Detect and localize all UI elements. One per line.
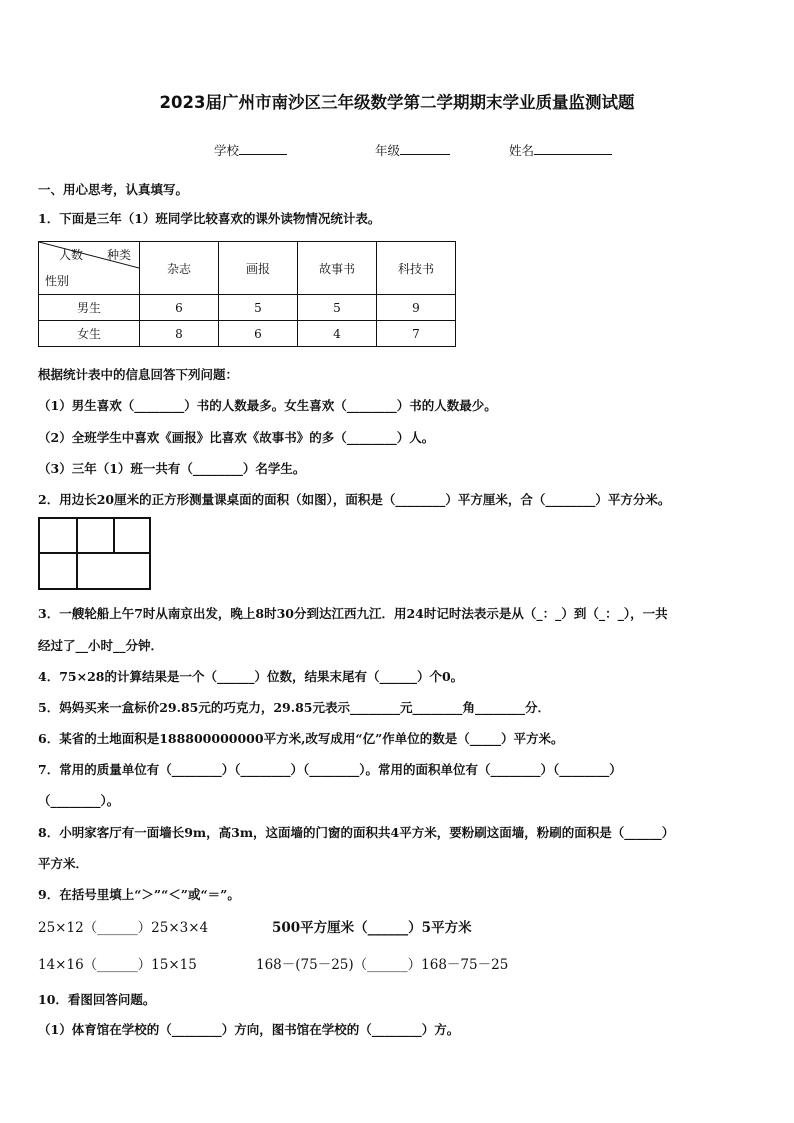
question-1-sub-1: （1）男生喜欢（________）书的人数最多。女生喜欢（________）书的人数最少。 [38, 398, 497, 413]
row-label: 女生 [39, 321, 140, 347]
comparison-d: 168－(75－25)（______）168－75－25 [256, 957, 509, 973]
question-4: 4．75×28的计算结果是一个（______）位数，结果末尾有（______）个0。 [38, 669, 464, 684]
question-10: 10．看图回答问题。 [38, 992, 156, 1007]
table-cell: 4 [298, 321, 377, 347]
comparison-a: 25×12（______）25×3×4 [38, 920, 209, 936]
row-label: 男生 [39, 295, 140, 321]
question-10-sub-1: （1）体育馆在学校的（________）方向，图书馆在学校的（________）方。 [38, 1022, 460, 1037]
school-field [214, 141, 287, 159]
reading-stats-table [38, 241, 456, 347]
name-field [509, 141, 612, 159]
table-cell: 9 [377, 295, 456, 321]
question-9: 9．在括号里填上“＞”“＜”或“＝”。 [38, 887, 240, 902]
desk-square-diagram [38, 517, 151, 590]
header-gender: 性别 [45, 274, 70, 288]
name-label: 姓名 [509, 143, 535, 158]
table-prompt: 根据统计表中的信息回答下列问题： [38, 367, 239, 382]
question-7-line-1: 7．常用的质量单位有（________）（________）（________）。常用的面积单位有（________）（________） [38, 762, 622, 777]
table-diagonal-header [39, 242, 140, 295]
question-1: 1．下面是三年（1）班同学比较喜欢的课外读物情况统计表。 [38, 211, 381, 226]
question-6: 6．某省的土地面积是188800000000平方米,改写成用“亿”作单位的数是（_____）平方米。 [38, 731, 564, 746]
table-cell: 6 [140, 295, 219, 321]
question-1-sub-3: （3）三年（1）班一共有（________）名学生。 [38, 461, 306, 476]
section-heading-1: 一、用心思考，认真填写。 [38, 182, 189, 197]
table-cell: 5 [298, 295, 377, 321]
question-3-line-1: 3．一艘轮船上午7时从南京出发，晚上8时30分到达江西九江．用24时记时法表示是从（_：_）到（_：_），一共 [38, 606, 668, 621]
column-header: 故事书 [298, 242, 377, 295]
school-label: 学校 [214, 143, 240, 158]
question-2: 2．用边长20厘米的正方形测量课桌面的面积（如图），面积是（________）平方厘米，合（________）平方分米。 [38, 492, 671, 507]
table-row [39, 321, 456, 347]
question-7-line-2: （________）。 [38, 793, 120, 808]
comparison-c: 14×16（______）15×15 [38, 957, 197, 973]
question-1-sub-2: （2）全班学生中喜欢《画报》比喜欢《故事书》的多（________）人。 [38, 430, 435, 445]
column-header: 杂志 [140, 242, 219, 295]
table-cell: 7 [377, 321, 456, 347]
comparison-b: 500平方厘米（______）5平方米 [272, 920, 472, 936]
header-type: 种类 [107, 248, 132, 262]
header-people: 人数 [59, 248, 84, 262]
grade-field [375, 141, 450, 159]
question-5: 5．妈妈买来一盒标价29.85元的巧克力，29.85元表示________元________角________分． [38, 700, 550, 715]
grade-label: 年级 [375, 143, 401, 158]
table-cell: 5 [219, 295, 298, 321]
column-header: 画报 [219, 242, 298, 295]
column-header: 科技书 [377, 242, 456, 295]
table-row [39, 295, 456, 321]
page-title: 2023届广州市南沙区三年级数学第二学期期末学业质量监测试题 [159, 93, 635, 112]
table-cell: 6 [219, 321, 298, 347]
table-cell: 8 [140, 321, 219, 347]
question-8-line-1: 8．小明家客厅有一面墙长9m，高3m，这面墙的门窗的面积共4平方米，要粉刷这面墙，粉刷的面积是（______） [38, 825, 675, 840]
question-3-line-2: 经过了__小时__分钟． [38, 638, 164, 653]
question-8-line-2: 平方米． [38, 856, 89, 871]
